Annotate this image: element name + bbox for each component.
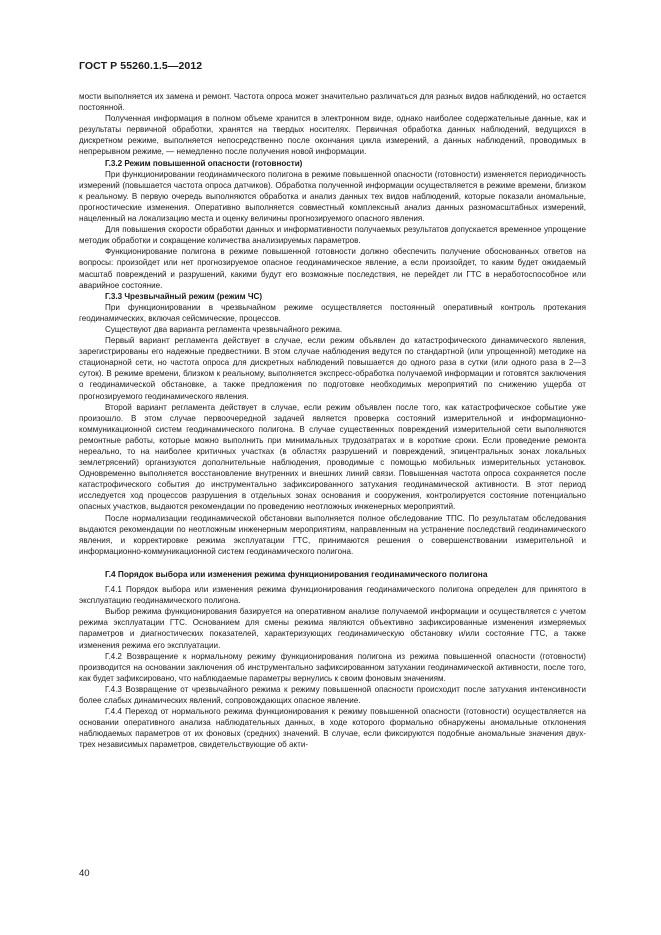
paragraph-intro: мости выполняется их замена и ремонт. Частота опроса может значительно различаться для разных видов наблюдений, но остается постоянной.: [79, 92, 586, 113]
paragraph-g33-3: Первый вариант регламента действует в случае, если режим объявлен до катастрофического динамического явления, зарегистрированы его надежные предвестники. В этом случае наблюдения ведутся по стандартной (или упрощенной) методике на стационарной сети, но частота опроса для дискретных наблюдений повышается до одного раза в сутки (или одного раза в 2—3 суток). В режиме времени, близком к реальному, выполняется экспресс-обработка получаемой информации и готовятся заключения о геодинамической обстановке, а также предложения по подготовке необходимых мероприятий по снижению ущерба от прогнозируемого геодинамического явления.: [79, 336, 586, 401]
paragraph-g41-b: Выбор режима функционирования базируется на оперативном анализе получаемой информации и осуществляется с учетом режима эксплуатации ГТС. Основанием для смены режима являются объективно зафиксированные изменения измеряемых параметров и диагностических показателей, характеризующих геодинамическую обстановку и/или состояние ГТС, а также изменения режима его эксплуатации.: [79, 607, 586, 650]
doc-header: ГОСТ Р 55260.1.5—2012: [79, 60, 203, 72]
paragraph-g33-2: Существуют два варианта регламента чрезвычайного режима.: [105, 324, 343, 334]
section-heading-g4: Г.4 Порядок выбора или изменения режима функционирования геодинамического полигона: [105, 568, 488, 579]
paragraph-g44: Г.4.4 Переход от нормального режима функционирования к режиму повышенной опасности (готовности) осуществляется на основании оперативного анализа наблюдательных данных, в ходе которого формально обнаружены аномальные отклонения наблюдаемых параметров от их фоновых (средних) значений. В случае, если фиксируются подобные аномальные значения двух-трех независимых параметров, свидетельствующие об акти-: [79, 707, 586, 750]
paragraph-g32-1: При функционировании геодинамического полигона в режиме повышенной опасности (готовности) изменяется периодичность измерений (повышается частота опроса датчиков). Обработка полученной информации осуществляется в режиме времени, близком к реальному. В первую очередь выполняются обработка и анализ данных тех видов наблюдений, которые показали аномальные, прогностические изменения. Оперативно выполняется совместный комплексный анализ данных разномасштабных измерений, нацеленный на локализацию места и оценку величины прогнозируемого опасного явления.: [79, 169, 586, 224]
paragraph-g43: Г.4.3 Возвращение от чрезвычайного режима к режиму повышенной опасности происходит после затухания интенсивности более слабых динамических явлений, сопровождающих опасное явление.: [79, 684, 586, 705]
paragraph-g42: Г.4.2 Возвращение к нормальному режиму функционирования полигона из режима повышенной опасности (готовности) производится на основании заключения об инструментально зафиксированном затухании геодинамической активности, после того, как будет зафиксировано, что наблюдаемые параметры вернулись к своим фоновым значениям.: [79, 651, 586, 683]
page-content: [79, 91, 586, 750]
section-heading-g33: Г.3.3 Чрезвычайный режим (режим ЧС): [105, 291, 263, 301]
paragraph-g33-5: После нормализации геодинамической обстановки выполняется полное обследование ТПС. По результатам обследования выдаются рекомендации по неотложным инженерным мероприятиям, направленным на устранение последствий геодинамического явления, и корректировке режима эксплуатации ГТС, принимаются решения о совершенствовании измерительной и информационно-коммуникационной систем геодинамического полигона.: [79, 513, 586, 556]
paragraph-g41: Г.4.1 Порядок выбора или изменения режима функционирования геодинамического полигона определен для принятого в эксплуатацию геодинамического полигона.: [79, 585, 586, 606]
page-number: 40: [79, 868, 90, 879]
paragraph-g33-1: При функционировании в чрезвычайном режиме осуществляется постоянный оперативный контроль протекания геодинамических, включая сейсмические, процессов.: [79, 302, 586, 323]
section-heading-g32: Г.3.2 Режим повышенной опасности (готовности): [105, 158, 303, 168]
paragraph-storage: Полученная информация в полном объеме хранится в электронном виде, однако наиболее содержательные данные, как и результаты первичной обработки, хранятся на твердых носителях. Первичная обработка данных наблюдений, ведущихся в дискретном режиме, выполняется непосредственно после окончания цикла измерений, а данных наблюдений, проводимых в непрерывном режиме, — немедленно после получения новой информации.: [79, 114, 586, 157]
paragraph-g33-4: Второй вариант регламента действует в случае, если режим объявлен после того, как катастрофическое событие уже произошло. В этом случае первоочередной задачей является проверка состояний измерительной и информационно-коммуникационной систем геодинамического полигона. В случае существенных повреждений измерительной сети выполняются ремонтные работы, которые можно выполнить при минимальных трудозатратах и в короткие сроки. Если проведение ремонта нереально, то на наиболее критичных участках (в областях разрушений и повреждений, эпицентральных зонах локальных землетрясений) организуются дополнительные наблюдения, проводимые с помощью мобильных измерительных установок. Одновременно выполняется восстановление внутренних и внешних линий связи. Повышенная частота опроса сохраняется после катастрофического события до инструментально зафиксированного затухания геодинамической активности. В этот период исследуется ход процессов разрушения в отдельных зонах основания и сооружения, контролируется состояние потенциально опасных участков, выдаются рекомендации по проведению неотложных инженерных мероприятий.: [79, 402, 586, 512]
paragraph-g32-3: Функционирование полигона в режиме повышенной готовности должно обеспечить получение обоснованных ответов на вопросы: произойдет или нет прогнозируемое опасное геодинамическое явление, а если произойдет, то каким будет ожидаемый масштаб повреждений и разрушений, какими будут его возможные последствия, не перейдет ли ГТС в неработоспособное или аварийное состояние.: [79, 247, 586, 290]
paragraph-g32-2: Для повышения скорости обработки данных и информативности получаемых результатов допускается временное упрощение методик обработки и сокращение количества анализируемых параметров.: [79, 225, 586, 246]
